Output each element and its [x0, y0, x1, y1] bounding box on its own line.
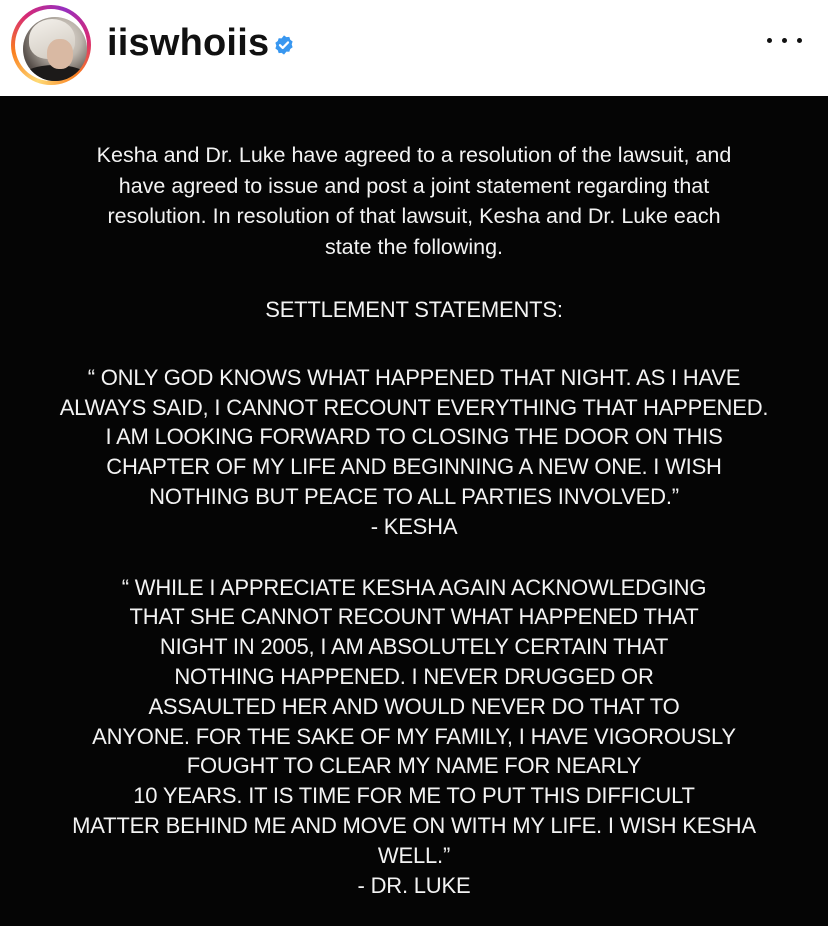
- luke-line: MATTER BEHIND ME AND MOVE ON WITH MY LIFE. I WISH KESHA: [72, 812, 756, 838]
- username[interactable]: iiswhoiis: [107, 22, 270, 64]
- luke-line: FOUGHT TO CLEAR MY NAME FOR NEARLY: [186, 753, 642, 779]
- post-footer: [0, 926, 828, 943]
- story-ring[interactable]: [11, 5, 91, 85]
- kesha-line: “ ONLY GOD KNOWS WHAT HAPPENED THAT NIGHT. AS I HAVE: [87, 364, 741, 390]
- kesha-line: I AM LOOKING FORWARD TO CLOSING THE DOOR ON THIS: [105, 424, 723, 450]
- post-header: [0, 0, 828, 96]
- intro-line: have agreed to issue and post a joint statement regarding that: [118, 173, 710, 198]
- intro-line: resolution. In resolution of that lawsuit, Kesha and Dr. Luke each: [107, 204, 721, 228]
- kesha-signature: - KESHA: [370, 513, 458, 539]
- luke-line: WELL.”: [377, 842, 451, 868]
- luke-line: “ WHILE I APPRECIATE KESHA AGAIN ACKNOWLEDGING: [121, 574, 707, 600]
- avatar[interactable]: [23, 17, 87, 81]
- intro-line: Kesha and Dr. Luke have agreed to a resolution of the lawsuit, and: [96, 143, 732, 167]
- luke-line: 10 YEARS. IT IS TIME FOR ME TO PUT THIS DIFFICULT: [133, 783, 695, 809]
- luke-line: NIGHT IN 2005, I AM ABSOLUTELY CERTAIN THAT: [159, 634, 669, 660]
- statement-text: [0, 140, 828, 900]
- luke-line: ASSAULTED HER AND WOULD NEVER DO THAT TO: [148, 693, 680, 719]
- post-image: [0, 96, 828, 926]
- kesha-statement: [0, 363, 828, 542]
- verified-badge-icon: [273, 34, 295, 56]
- intro-line: state the following.: [324, 234, 504, 259]
- kesha-line: ALWAYS SAID, I CANNOT RECOUNT EVERYTHING THAT HAPPENED.: [59, 394, 769, 420]
- luke-signature: - DR. LUKE: [357, 872, 471, 898]
- kesha-line: NOTHING BUT PEACE TO ALL PARTIES INVOLVED.”: [149, 483, 679, 509]
- luke-line: THAT SHE CANNOT RECOUNT WHAT HAPPENED THAT: [129, 604, 699, 630]
- intro-paragraph: [0, 140, 828, 262]
- kesha-line: CHAPTER OF MY LIFE AND BEGINNING A NEW ONE. I WISH: [106, 454, 722, 480]
- more-options-icon[interactable]: [765, 30, 805, 50]
- settlement-heading: SETTLEMENT STATEMENTS:: [265, 297, 563, 322]
- luke-line: NOTHING HAPPENED. I NEVER DRUGGED OR: [174, 663, 654, 689]
- luke-statement: [0, 573, 828, 901]
- luke-line: ANYONE. FOR THE SAKE OF MY FAMILY, I HAVE VIGOROUSLY: [92, 723, 736, 749]
